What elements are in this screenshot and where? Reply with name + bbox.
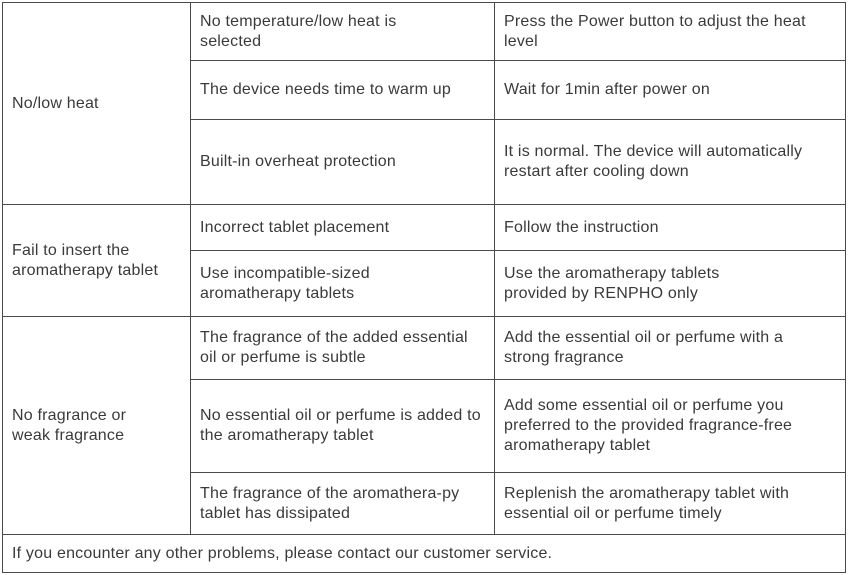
solution-text: Press the Power button to adjust the heat level <box>504 12 806 50</box>
cause-text: Incorrect tablet placement <box>200 218 390 236</box>
troubleshooting-table <box>2 2 846 573</box>
cause-cell <box>191 317 495 380</box>
cause-cell <box>191 473 495 535</box>
cause-cell <box>191 3 495 61</box>
solution-text: Replenish the aromatherapy tablet with essential oil or perfume timely <box>504 484 790 522</box>
solution-text: It is normal. The device will automatically restart after cooling down <box>504 143 803 180</box>
cause-cell <box>191 205 495 251</box>
solution-cell <box>495 3 846 61</box>
solution-text: Add the essential oil or perfume with a strong fragrance <box>504 329 784 366</box>
problem-text: No fragrance or weak fragrance <box>12 406 127 444</box>
cause-text: No essential oil or perfume is added to the aromatherapy tablet <box>200 407 481 444</box>
table-row <box>3 317 846 380</box>
table-row <box>3 535 846 573</box>
cause-cell <box>191 251 495 317</box>
table-row <box>3 3 846 61</box>
problem-cell <box>3 317 191 535</box>
cause-text: No temperature/low heat is selected <box>200 12 397 50</box>
solution-cell <box>495 473 846 535</box>
solution-text: Follow the instruction <box>504 218 659 236</box>
solution-cell <box>495 380 846 473</box>
solution-cell <box>495 205 846 251</box>
solution-cell <box>495 251 846 317</box>
solution-cell <box>495 120 846 205</box>
solution-text: Wait for 1min after power on <box>504 81 710 98</box>
cause-text: Built-in overheat protection <box>200 153 396 170</box>
cause-text: Use incompatible-sized aromatherapy tablets <box>200 264 370 302</box>
footer-cell <box>3 535 846 573</box>
cause-cell <box>191 380 495 473</box>
solution-cell <box>495 317 846 380</box>
cause-text: The fragrance of the added essential oil or perfume is subtle <box>200 329 468 366</box>
problem-text: Fail to insert the aromatherapy tablet <box>12 241 159 279</box>
table-row <box>3 205 846 251</box>
solution-text: Use the aromatherapy tablets provided by RENPHO only <box>504 264 720 302</box>
cause-cell <box>191 120 495 205</box>
cause-text: The device needs time to warm up <box>200 81 451 98</box>
solution-cell <box>495 61 846 120</box>
cause-text: The fragrance of the aromathera-py tablet has dissipated <box>200 484 460 522</box>
problem-text: No/low heat <box>12 94 99 112</box>
problem-cell <box>3 3 191 205</box>
cause-cell <box>191 61 495 120</box>
problem-cell <box>3 205 191 317</box>
footer-note: If you encounter any other problems, please contact our customer service. <box>12 544 553 562</box>
solution-text: Add some essential oil or perfume you preferred to the provided fragrance-free aromatherapy tablet <box>504 397 793 454</box>
